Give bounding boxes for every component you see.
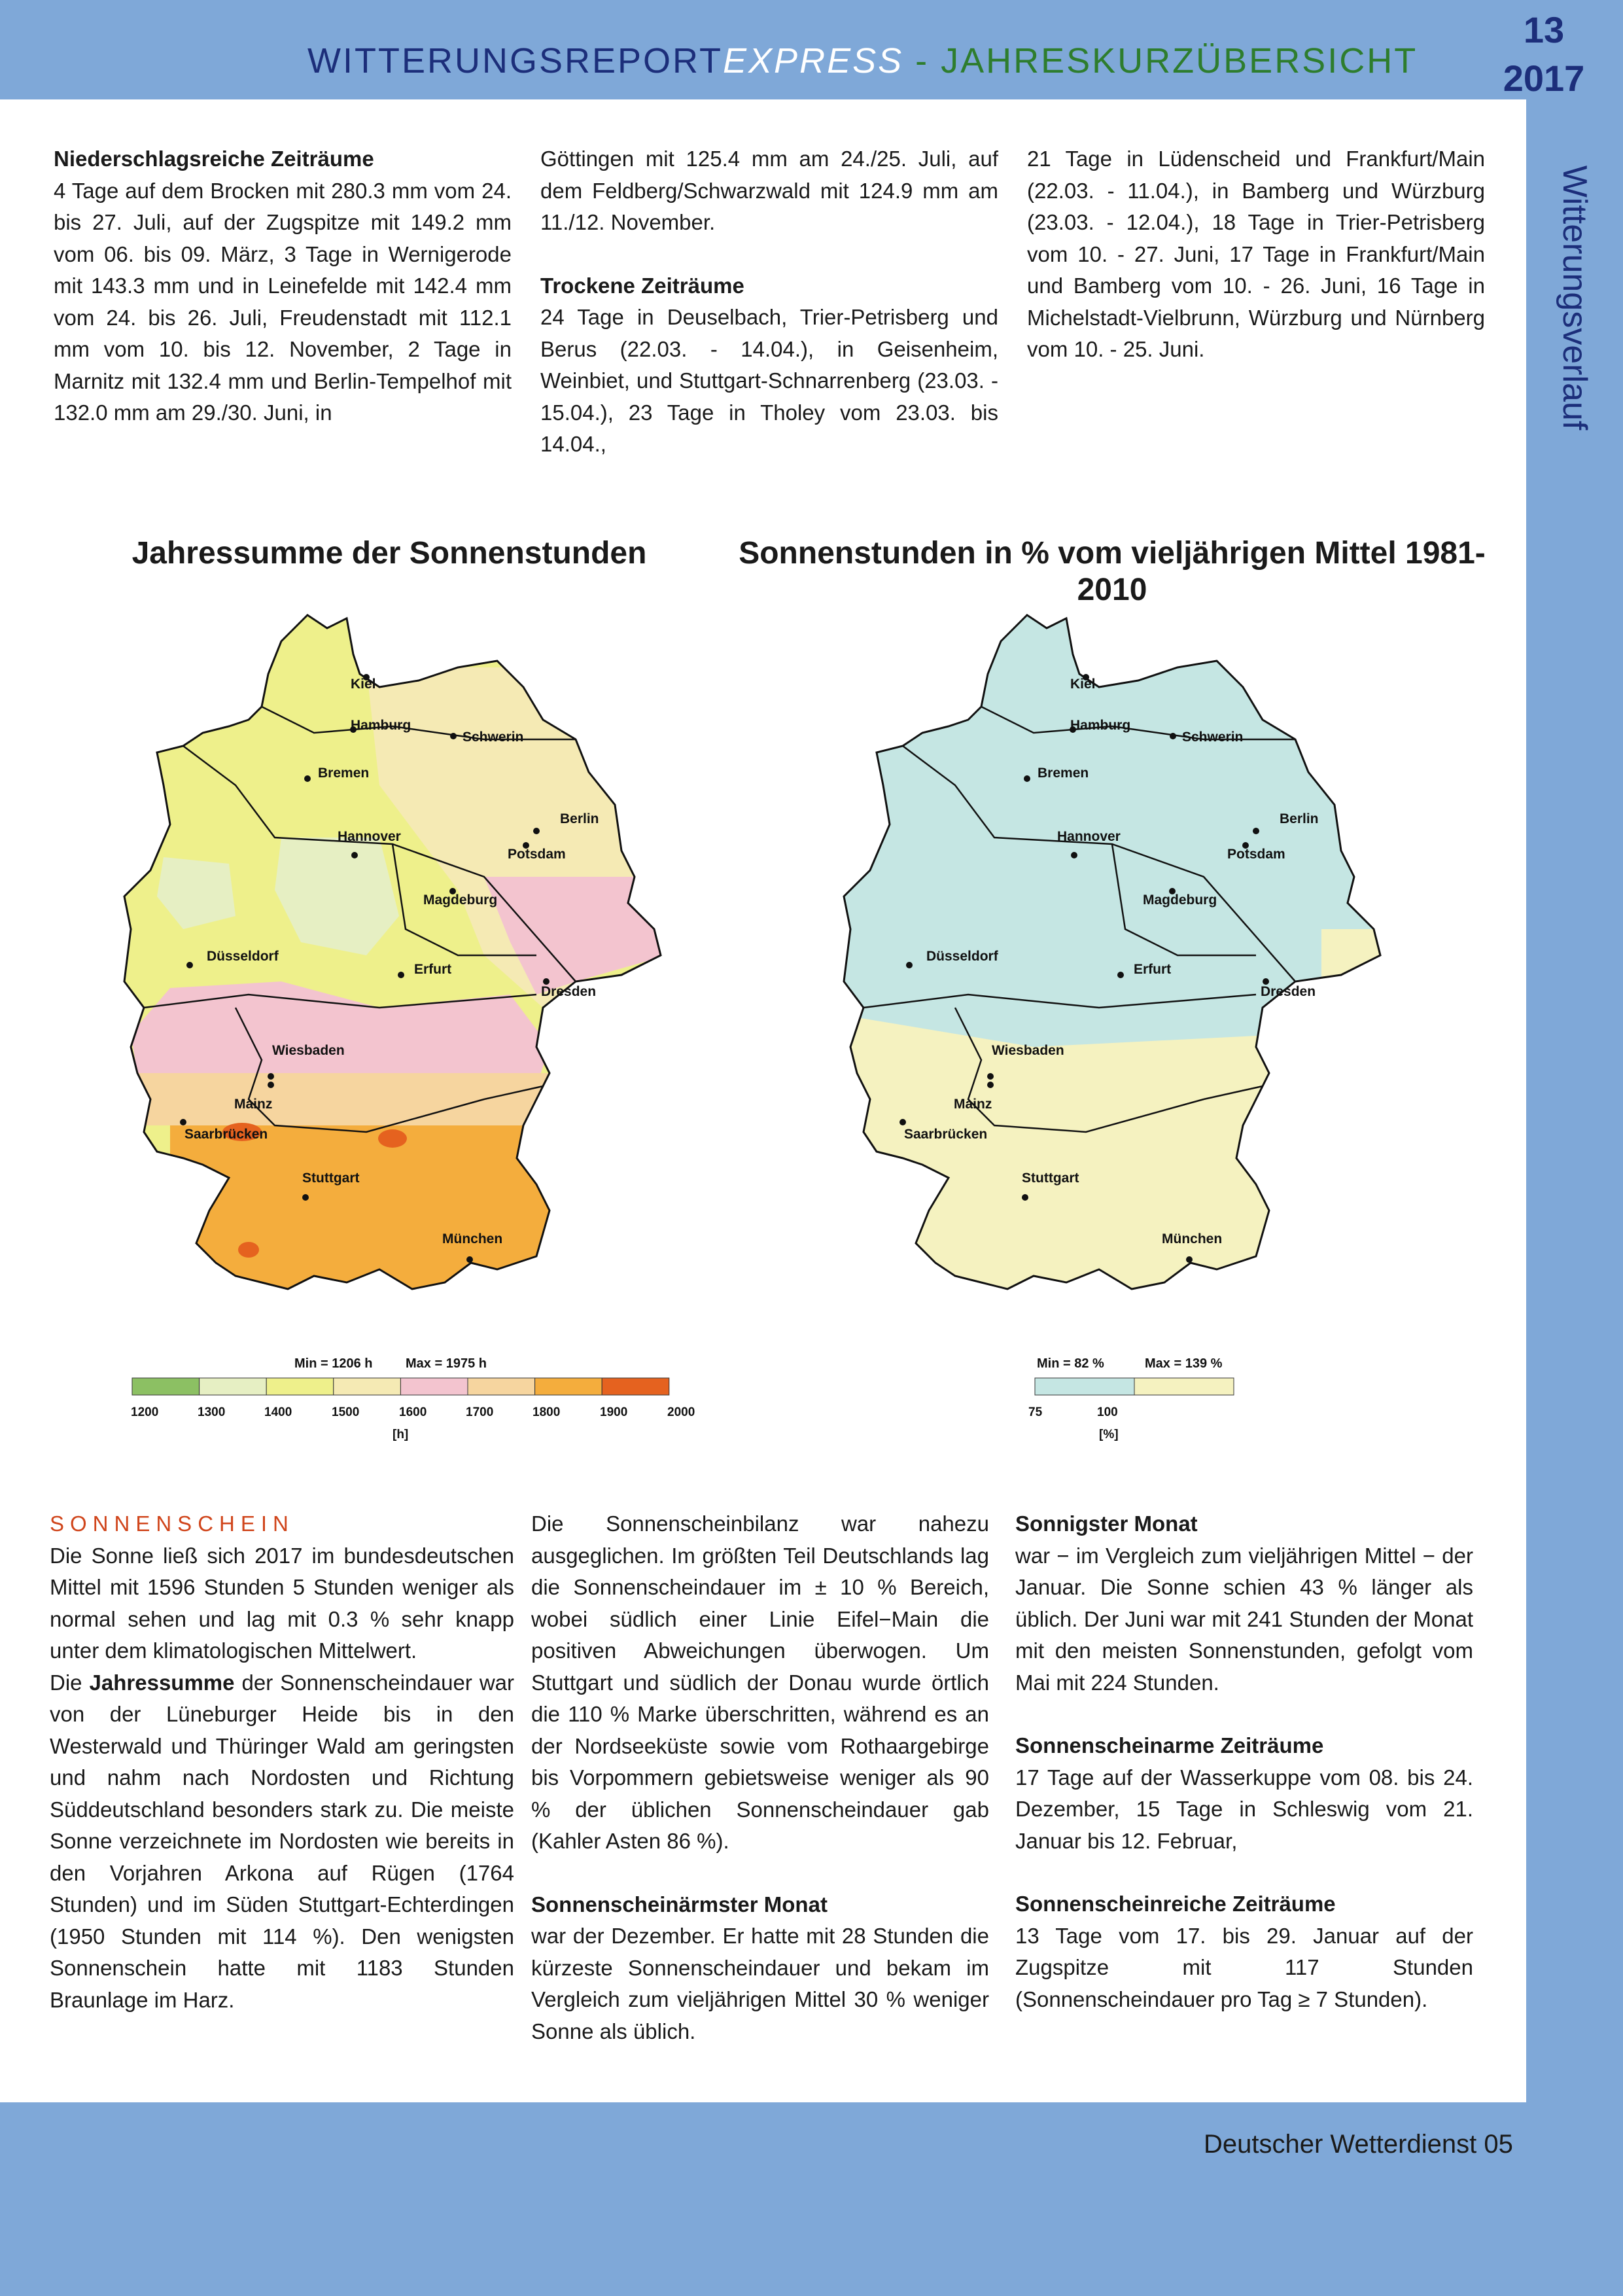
legend-tick: 1600: [399, 1405, 427, 1419]
page-number: 13: [1523, 9, 1565, 50]
maps-figure: [118, 589, 1400, 1459]
paragraph: war − im Vergleich zum vieljährigen Mittel − der Januar. Die Sonne schien 43 % länger als üblich. Der Juni war mit 241 Stunden der Monat mit den meisten Sonnenstunden, gefolgt vom Mai mit 224 Stunden.: [1015, 1543, 1473, 1695]
city-label: Schwerin: [1182, 730, 1244, 745]
paragraph: war der Dezember. Er hatte mit 28 Stunden die kürzeste Sonnenscheindauer und bekam im Vergleich zum vieljährigen Mittel 30 % weniger Sonne als üblich.: [531, 1924, 989, 2043]
city-label: Magdeburg: [1143, 892, 1217, 908]
city-label: Hannover: [1057, 829, 1121, 844]
legend-swatch: [266, 1378, 334, 1395]
city-label: Erfurt: [414, 962, 452, 977]
city-label: Kiel: [1070, 677, 1096, 692]
text-run: der Sonnenscheindauer war von der Lüneburger Heide bis in den Westerwald und Thüringer Wald am geringsten und nahm nach Nordosten und Richtung Süddeutschland besonders stark zu. Die meiste Sonne verzeichnete im Nordosten wie bereits in den Vorjahren Arkona auf Rügen (1764 Stunden) und im Süden Stuttgart-Echterdingen (1950 Stunden mit 114 %). Den wenigsten Sonnenschein hatte mit 1183 Stunden Braunlage im Harz.: [50, 1670, 515, 2012]
legend-max: Max = 139 %: [1145, 1356, 1223, 1371]
city-label: Hamburg: [1070, 718, 1131, 733]
legend-swatch: [334, 1378, 401, 1395]
side-label-text: Witterungsverlauf: [1556, 165, 1594, 431]
legend-swatch: [468, 1378, 535, 1395]
city-label: Hamburg: [351, 718, 411, 733]
page-year: 2017: [1503, 58, 1585, 99]
legend-tick: 1300: [198, 1405, 226, 1419]
city-label: Wiesbaden: [272, 1043, 345, 1058]
heading-niederschlag: Niederschlagsreiche Zeiträume: [54, 147, 374, 171]
report-title-main: WITTERUNGSREPORT: [307, 41, 724, 80]
side-label: [1552, 150, 1597, 445]
city-label: Schwerin: [462, 730, 524, 745]
sunshine-hours-map: [118, 589, 707, 1309]
legend-tick: 1400: [264, 1405, 292, 1419]
report-title-express: EXPRESS: [723, 41, 904, 80]
legend-unit: [h]: [393, 1428, 409, 1441]
legend-swatch: [400, 1378, 468, 1395]
legend-tick: 100: [1097, 1405, 1118, 1419]
legend-unit: [%]: [1099, 1428, 1119, 1441]
city-label: Potsdam: [508, 847, 566, 862]
text-run: Die: [50, 1670, 90, 1695]
legend-tick: 2000: [667, 1405, 695, 1419]
legend-swatch: [535, 1378, 602, 1395]
city-label: Erfurt: [1134, 962, 1172, 977]
heading-sonnenschein: SONNENSCHEIN: [50, 1511, 294, 1536]
paragraph: Die Sonne ließ sich 2017 im bundesdeutschen Mittel mit 1596 Stunden 5 Stunden weniger als normal sehen und lag mit 0.3 % sehr knapp unter dem klimatologischen Mittelwert.: [50, 1543, 514, 1663]
heading-reiche-zeitraeume: Sonnenscheinreiche Zeiträume: [1015, 1892, 1336, 1916]
bottom-column-2: [531, 1508, 989, 2047]
heading-aermster-monat: Sonnenscheinärmster Monat: [531, 1892, 828, 1916]
legend-tick: 1900: [600, 1405, 628, 1419]
paragraph: 13 Tage vom 17. bis 29. Januar auf der Zugspitze mit 117 Stunden (Sonnenscheindauer pro Tag ≥ 7 Stunden).: [1015, 1923, 1473, 2011]
legend-ticks-left: [131, 1405, 695, 1441]
paragraph: 4 Tage auf dem Brocken mit 280.3 mm vom 24. bis 27. Juli, auf der Zugspitze mit 149.2 mm vom 06. bis 09. März, 3 Tage in Wernigerode mit 143.3 mm und in Leinefelde mit 142.4 mm vom 24. bis 26. Juli, Freudenstadt mit 112.1 mm vom 10. bis 12. November, 2 Tage in Marnitz mit 132.4 mm und Berlin-Tempelhof mit 132.0 mm am 29./30. Juni, in: [54, 178, 512, 425]
city-label: Berlin: [1280, 811, 1319, 826]
legend-left: [131, 1356, 695, 1441]
city-label: Bremen: [318, 766, 370, 781]
city-label: Berlin: [560, 811, 599, 826]
city-label: Kiel: [351, 677, 376, 692]
paragraph: Die Sonnenscheinbilanz war nahezu ausgeglichen. Im größten Teil Deutschlands lag die Sonnenscheindauer im ± 10 % Bereich, wobei südlich einer Linie Eifel−Main die positiven Abweichungen überwogen. Um Stuttgart und südlich der Donau wurde örtlich die 110 % Marke überschritten, während es an der Nordseeküste sowie vom Rothaargebirge bis Vorpommern gebietsweise weniger als 90 % der üblichen Sonnenscheindauer gab (Kahler Asten 86 %).: [531, 1511, 989, 1853]
city-label: Saarbrücken: [184, 1127, 268, 1142]
report-title-sub: - JAHRESKURZÜBERSICHT: [903, 41, 1418, 80]
report-title: [307, 41, 1418, 81]
map-title-right: Sonnenstunden in % vom vieljährigen Mittel 1981-2010: [739, 536, 1486, 607]
paragraph: 24 Tage in Deuselbach, Trier-Petrisberg und Berus (22.03. - 14.04.), in Geisenheim, Weinbiet, und Stuttgart-Schnarrenberg (23.03. - 15.04.), 23 Tage in Tholey vom 23.03. bis 14.04.,: [540, 305, 998, 456]
city-label: Dresden: [541, 984, 597, 999]
legend-ticks-right: [1028, 1405, 1119, 1441]
legend-tick: 75: [1028, 1405, 1043, 1419]
paragraph: 21 Tage in Lüdenscheid und Frankfurt/Main (22.03. - 11.04.), in Bamberg und Würzburg (23.03. - 12.04.), 18 Tage in Trier-Petrisberg vom 10. - 27. Juni, 17 Tage in Frankfurt/Main und Bamberg vom 10. - 26. Juni, 16 Tage in Michelstadt-Vielbrunn, Würzburg und Nürnberg vom 10. - 25. Juni.: [1027, 147, 1485, 361]
text-run-bold: Jahressumme: [89, 1670, 235, 1695]
legend-tick: 1700: [466, 1405, 494, 1419]
top-column-1: [54, 143, 512, 429]
paragraph: [50, 1667, 514, 2017]
city-label: Magdeburg: [423, 892, 498, 908]
city-label: Mainz: [234, 1097, 273, 1112]
legend-swatch: [132, 1378, 200, 1395]
legend-swatch: [200, 1378, 267, 1395]
city-label: Saarbrücken: [904, 1127, 988, 1142]
footer-text: Deutscher Wetterdienst 05: [1204, 2130, 1513, 2159]
city-label: Potsdam: [1227, 847, 1285, 862]
bottom-column-3: [1015, 1508, 1473, 2015]
paragraph: Göttingen mit 125.4 mm am 24./25. Juli, auf dem Feldberg/Schwarzwald mit 124.9 mm am 11./12. November.: [540, 147, 998, 234]
legend-tick: 1200: [131, 1405, 159, 1419]
city-label: Düsseldorf: [926, 949, 998, 964]
legend-max: Max = 1975 h: [406, 1356, 487, 1371]
city-label: Wiesbaden: [992, 1043, 1064, 1058]
legend-min: Min = 82 %: [1037, 1356, 1104, 1371]
legend-tick: 1800: [532, 1405, 561, 1419]
map-title-left: Jahressumme der Sonnenstunden: [131, 536, 647, 571]
legend-right: [1028, 1356, 1234, 1441]
legend-swatch: [1134, 1378, 1234, 1395]
city-label: Stuttgart: [302, 1171, 360, 1186]
legend-tick: 1500: [332, 1405, 360, 1419]
sunshine-percent-map: [837, 589, 1400, 1309]
legend-swatch: [1035, 1378, 1134, 1395]
heading-arme-zeitraeume: Sonnenscheinarme Zeiträume: [1015, 1733, 1324, 1757]
top-column-3: [1027, 143, 1485, 366]
city-label: Düsseldorf: [207, 949, 279, 964]
city-label: Dresden: [1261, 984, 1316, 999]
city-label: Stuttgart: [1022, 1171, 1079, 1186]
city-label: Mainz: [954, 1097, 992, 1112]
city-label: München: [442, 1231, 503, 1246]
legend-min: Min = 1206 h: [294, 1356, 373, 1371]
top-column-2: [540, 143, 998, 461]
paragraph: 17 Tage auf der Wasserkuppe vom 08. bis 24. Dezember, 15 Tage in Schleswig vom 21. Januar bis 12. Februar,: [1015, 1765, 1473, 1853]
heading-trocken: Trockene Zeiträume: [540, 273, 744, 298]
bottom-column-1: [50, 1508, 514, 2016]
city-label: Hannover: [338, 829, 401, 844]
legend-swatch: [602, 1378, 669, 1395]
city-label: Bremen: [1038, 766, 1089, 781]
heading-sonnigster-monat: Sonnigster Monat: [1015, 1511, 1198, 1536]
city-label: München: [1162, 1231, 1223, 1246]
